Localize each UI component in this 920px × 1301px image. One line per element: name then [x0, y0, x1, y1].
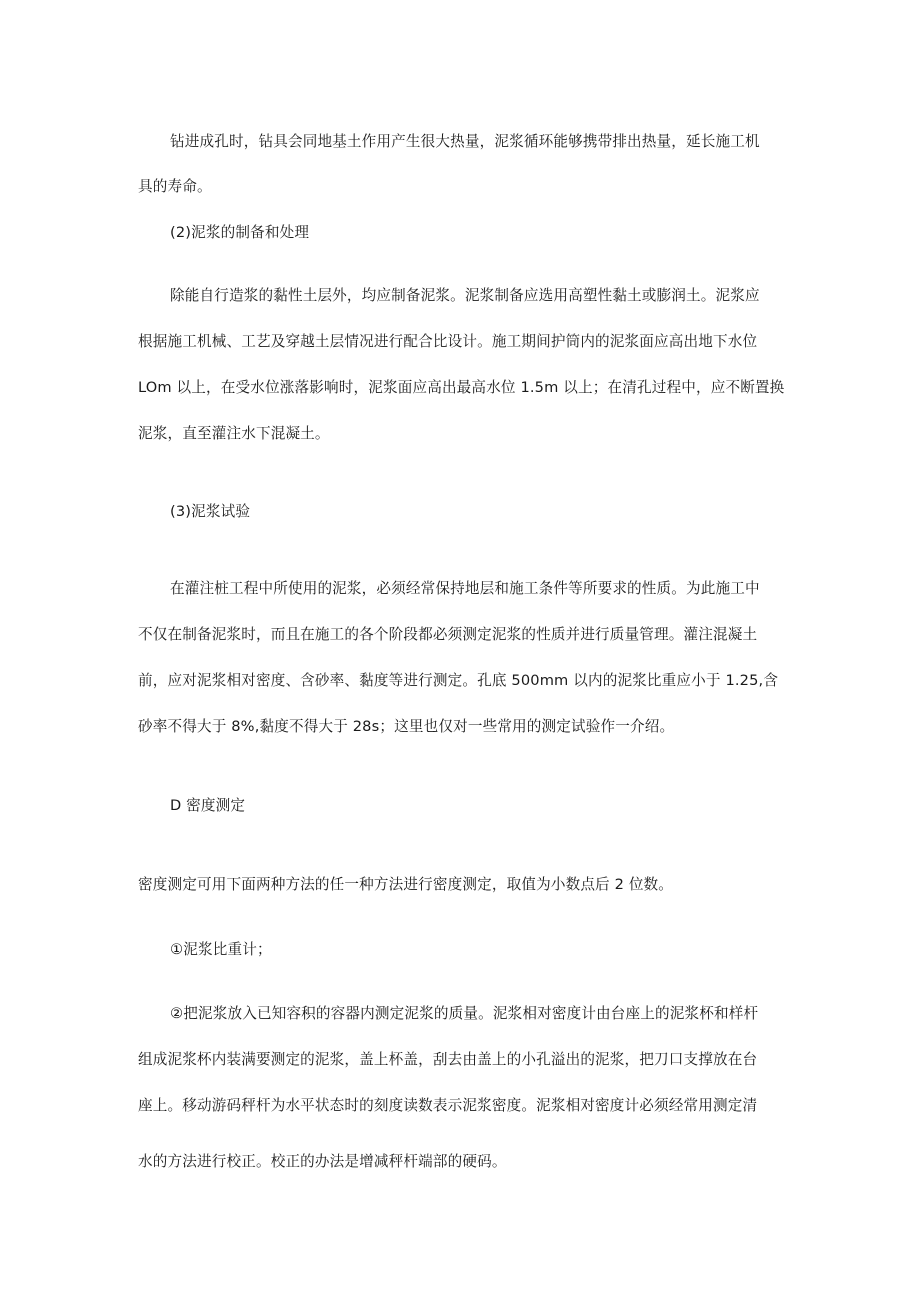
section-heading: D 密度测定: [170, 797, 246, 814]
paragraph-line: LOm 以上，在受水位涨落影响时，泥浆面应高出最高水位 1.5m 以上；在清孔过程中，应不断置换: [138, 379, 785, 396]
list-item: ②把泥浆放入已知容积的容器内测定泥浆的质量。泥浆相对密度计由台座上的泥浆杯和样杆: [170, 1005, 759, 1022]
paragraph-line: 前，应对泥浆相对密度、含砂率、黏度等进行测定。孔底 500mm 以内的泥浆比重应小于 1.25,含: [138, 672, 779, 689]
list-item: ①泥浆比重计；: [170, 941, 272, 958]
paragraph-line: 根据施工机械、工艺及穿越土层情况进行配合比设计。施工期间护筒内的泥浆面应高出地下水位: [138, 333, 758, 350]
paragraph-line: 座上。移动游码秤杆为水平状态时的刻度读数表示泥浆密度。泥浆相对密度计必须经常用测定清: [138, 1097, 758, 1114]
paragraph-line: 泥浆，直至灌注水下混凝土。: [138, 425, 330, 442]
paragraph-line: 除能自行造浆的黏性土层外，均应制备泥浆。泥浆制备应选用高塑性黏土或膨润土。泥浆应: [170, 287, 760, 304]
section-heading: (3)泥浆试验: [170, 503, 251, 520]
paragraph-line: 水的方法进行校正。校正的办法是增减秤杆端部的硬码。: [138, 1153, 507, 1170]
section-heading: (2)泥浆的制备和处理: [170, 224, 310, 241]
paragraph-line: 具的寿命。: [138, 178, 212, 195]
paragraph-line: 组成泥浆杯内装满要测定的泥浆，盖上杯盖，刮去由盖上的小孔溢出的泥浆，把刀口支撑放在台: [138, 1051, 758, 1068]
paragraph-line: 密度测定可用下面两种方法的任一种方法进行密度测定，取值为小数点后 2 位数。: [138, 876, 674, 893]
paragraph-line: 砂率不得大于 8%,黏度不得大于 28s；这里也仅对一些常用的测定试验作一介绍。: [138, 718, 675, 735]
paragraph-line: 在灌注桩工程中所使用的泥浆，必须经常保持地层和施工条件等所要求的性质。为此施工中: [170, 580, 760, 597]
paragraph-line: 不仅在制备泥浆时，而且在施工的各个阶段都必须测定泥浆的性质并进行质量管理。灌注混凝土: [138, 626, 758, 643]
paragraph-line: 钻进成孔时，钻具会同地基土作用产生很大热量，泥浆循环能够携带排出热量，延长施工机: [170, 133, 760, 150]
